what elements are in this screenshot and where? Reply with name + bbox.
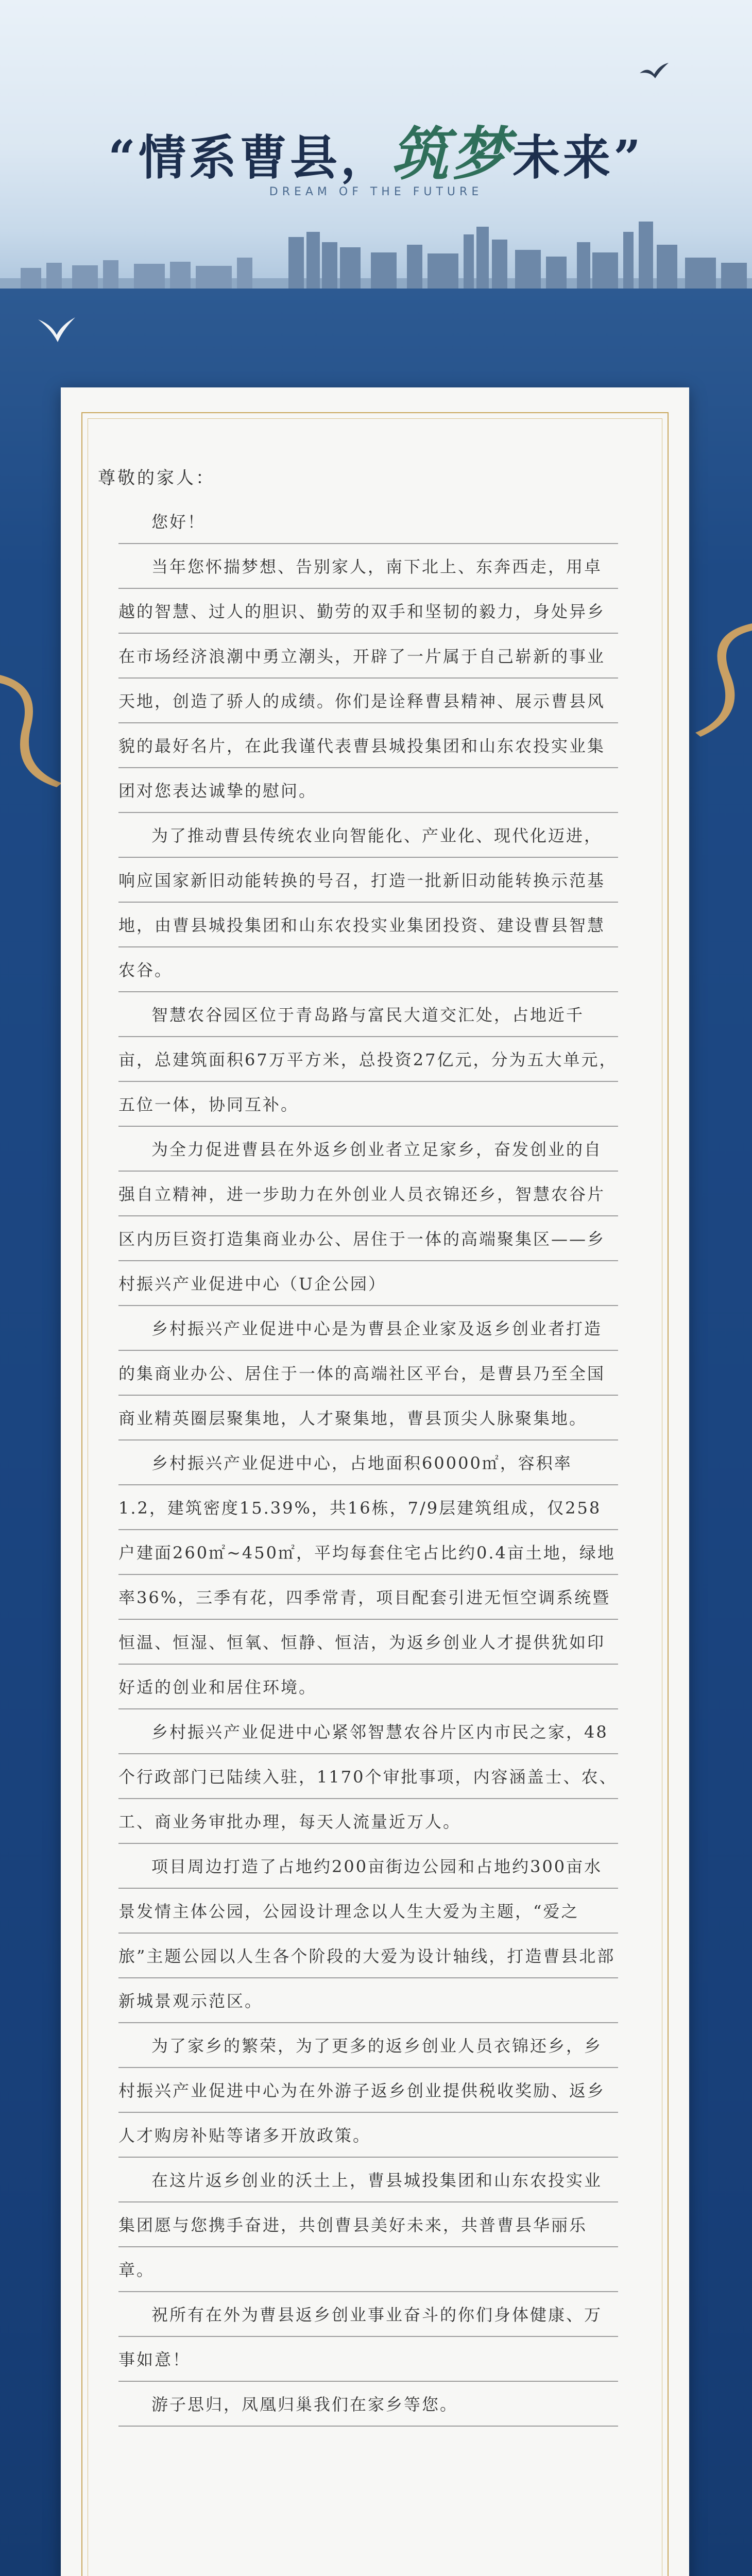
letter-paragraph: 智慧农谷园区位于青岛路与富民大道交汇处，占地近千亩，总建筑面积67万平方米，总投资27亿元，分为五大单元，五位一体，协同互补。 xyxy=(118,993,618,1127)
bird-icon xyxy=(639,62,670,82)
letter-greeting: 尊敬的家人： xyxy=(98,468,215,488)
letter-paragraph: 当年您怀揣梦想、告别家人，南下北上、东奔西走，用卓越的智慧、过人的胆识、勤劳的双手和坚韧的毅力，身处异乡在市场经济浪潮中勇立潮头，开辟了一片属于自己崭新的事业天地，创造了骄人的成绩。你们是诠释曹县精神、展示曹县风貌的最好名片，在此我谨代表曹县城投集团和山东农投实业集团对您表达诚挚的慰问。 xyxy=(118,545,618,814)
letter-paragraph: 您好！ xyxy=(118,500,618,545)
headline-open: “情系曹县， xyxy=(108,130,391,185)
right-ribbon-decoration xyxy=(685,613,752,737)
letter-paragraph: 乡村振兴产业促进中心是为曹县企业家及返乡创业者打造的集商业办公、居住于一体的高端社区平台，是曹县乃至全国商业精英圈层聚集地，人才聚集地，曹县顶尖人脉聚集地。 xyxy=(118,1307,618,1441)
letter-paragraph: 在这片返乡创业的沃土上，曹县城投集团和山东农投实业集团愿与您携手奋进，共创曹县美好未来，共普曹县华丽乐章。 xyxy=(118,2158,618,2293)
headline-accent: 筑梦 xyxy=(391,121,512,188)
page-subtitle: DREAM OF THE FUTURE xyxy=(269,185,483,198)
letter-paragraph: 为了家乡的繁荣，为了更多的返乡创业人员衣锦还乡，乡村振兴产业促进中心为在外游子返乡创业提供税收奖励、返乡人才购房补贴等诸多开放政策。 xyxy=(118,2024,618,2158)
letter-paragraph: 为了推动曹县传统农业向智能化、产业化、现代化迈进，响应国家新旧动能转换的号召，打造一批新旧动能转换示范基地，由曹县城投集团和山东农投实业集团投资、建设曹县智慧农谷。 xyxy=(118,814,618,993)
letter-paragraph: 游子思归，凤凰归巢我们在家乡等您。 xyxy=(118,2382,618,2427)
letter-paragraph: 项目周边打造了占地约200亩街边公园和占地约300亩水景发情主体公园，公园设计理念以人生大爱为主题，“爱之旅”主题公园以人生各个阶段的大爱为设计轴线，打造曹县北部新城景观示范区。 xyxy=(118,1844,618,2024)
letter-paragraph: 乡村振兴产业促进中心紧邻智慧农谷片区内市民之家，48个行政部门已陆续入驻，1170个审批事项，内容涵盖士、农、工、商业务审批办理，每天人流量近万人。 xyxy=(118,1710,618,1844)
seagull-icon xyxy=(36,314,77,345)
sky-banner xyxy=(0,0,752,330)
letter-body xyxy=(118,500,618,2427)
letter-paragraph: 乡村振兴产业促进中心，占地面积60000㎡，容积率1.2，建筑密度15.39%，共16栋，7/9层建筑组成，仅258户建面260㎡~450㎡，平均每套住宅占比约0.4亩土地，绿地率36%，三季有花，四季常青，项目配套引进无恒空调系统暨恒温、恒湿、恒氧、恒静、恒洁，为返乡创业人才提供犹如印好适的创业和居住环境。 xyxy=(118,1441,618,1710)
page-headline xyxy=(0,108,752,191)
headline-close: 未来” xyxy=(512,130,644,185)
letter-paragraph: 为全力促进曹县在外返乡创业者立足家乡，奋发创业的自强自立精神，进一步助力在外创业人员衣锦还乡，智慧农谷片区内历巨资打造集商业办公、居住于一体的高端聚集区——乡村振兴产业促进中心（U企公园） xyxy=(118,1127,618,1307)
letter-paragraph: 祝所有在外为曹县返乡创业事业奋斗的你们身体健康、万事如意！ xyxy=(118,2293,618,2382)
